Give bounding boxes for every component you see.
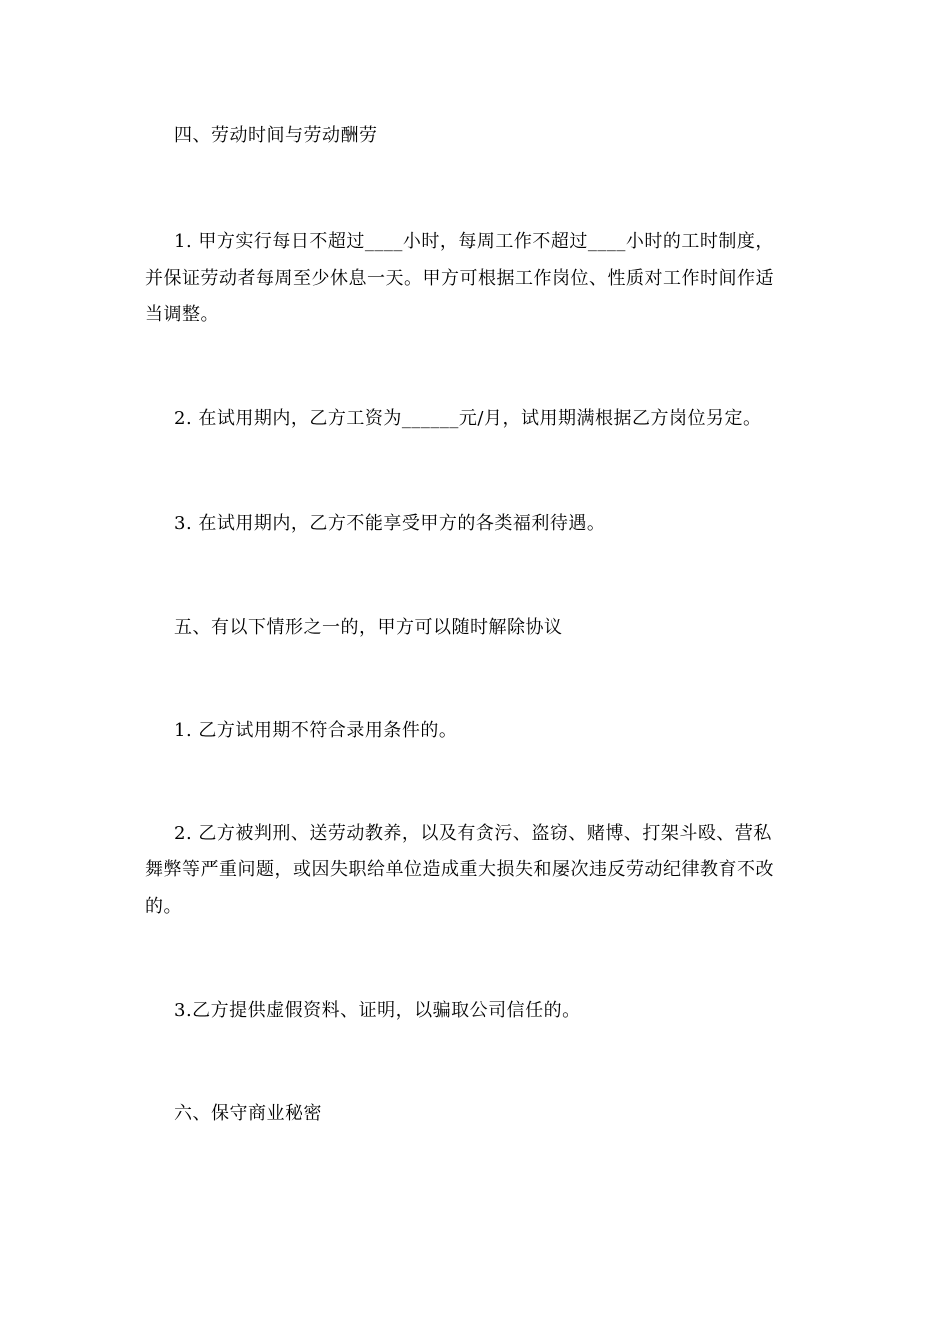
section-four-item-3: 3. 在试用期内，乙方不能享受甲方的各类福利待遇。 xyxy=(174,513,606,534)
section-five-item-2-line-1: 2. 乙方被判刑、送劳动教养，以及有贪污、盗窃、赌博、打架斗殴、营私 xyxy=(174,823,772,844)
section-five-item-2-line-2: 舞弊等严重问题，或因失职给单位造成重大损失和屡次违反劳动纪律教育不改 xyxy=(145,859,774,880)
section-five-heading: 五、有以下情形之一的，甲方可以随时解除协议 xyxy=(174,617,563,638)
section-four-item-1-line-1: 1. 甲方实行每日不超过____小时，每周工作不超过____小时的工时制度， xyxy=(174,231,774,252)
section-five-item-1: 1. 乙方试用期不符合录用条件的。 xyxy=(174,720,458,741)
section-five-item-2-line-3: 的。 xyxy=(145,896,182,917)
section-five-item-3: 3.乙方提供虚假资料、证明，以骗取公司信任的。 xyxy=(174,1000,581,1021)
section-four-item-1-line-3: 当调整。 xyxy=(145,304,219,325)
section-six-heading: 六、保守商业秘密 xyxy=(174,1103,322,1124)
section-four-item-1-line-2: 并保证劳动者每周至少休息一天。甲方可根据工作岗位、性质对工作时间作适 xyxy=(145,268,774,289)
section-four-item-2: 2. 在试用期内，乙方工资为______元/月，试用期满根据乙方岗位另定。 xyxy=(174,408,762,429)
section-four-heading: 四、劳动时间与劳动酬劳 xyxy=(174,125,378,146)
